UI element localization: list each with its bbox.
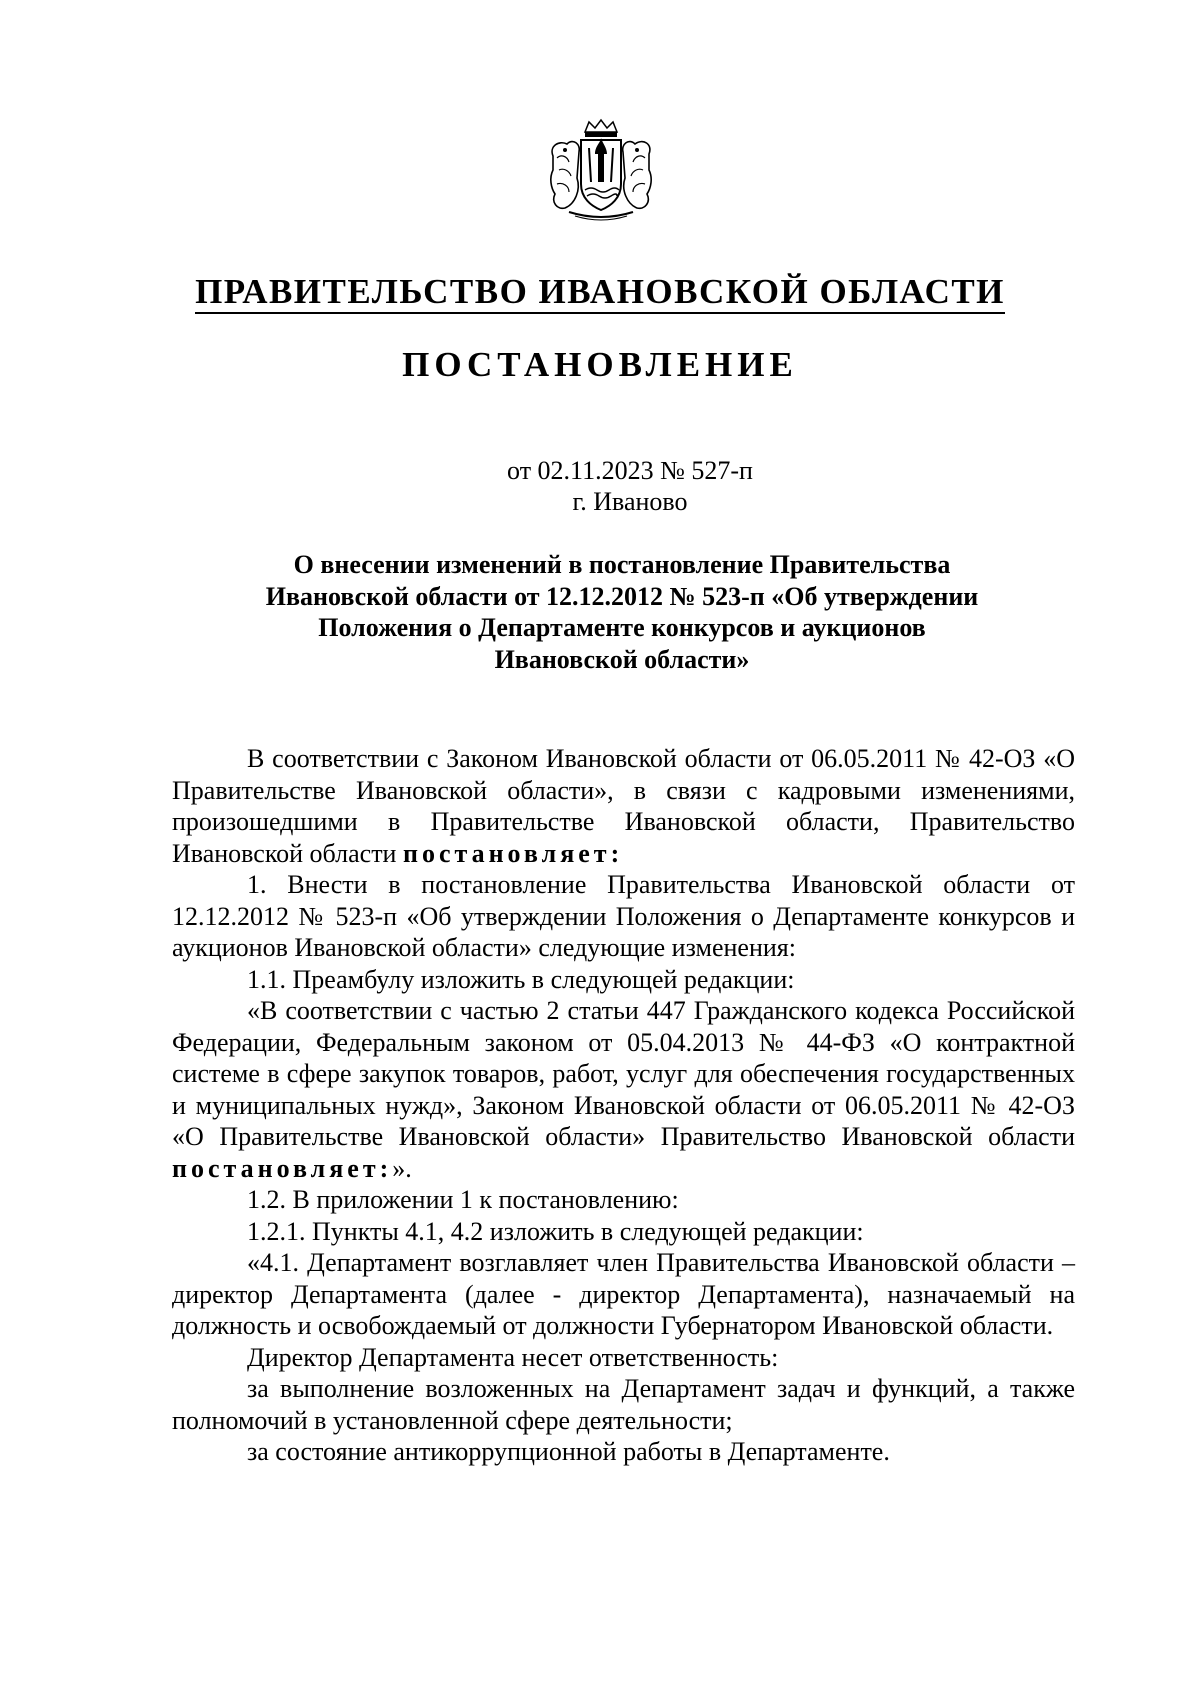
paragraph-4-1: «4.1. Департамент возглавляет член Правительства Ивановской области – директор Департамента (далее - директор Департамента), назначаемый на должность и освобождаемый от должности Губернатором Ивановской области. [172,1248,1075,1340]
document-type: ПОСТАНОВЛЕНИЕ [402,345,798,384]
document-meta [0,455,1200,517]
paragraph-1-2-1: 1.2.1. Пункты 4.1, 4.2 изложить в следующей редакции: [247,1216,864,1246]
title-line-4: Ивановской области» [494,644,750,674]
paragraph-preamble-new [172,995,1075,1184]
document-body [172,743,1075,1468]
organization-name-text: ПРАВИТЕЛЬСТВО ИВАНОВСКОЙ ОБЛАСТИ [195,272,1005,314]
title-line-2: Ивановской области от 12.12.2012 № 523-п «Об утверждении [265,581,979,611]
paragraph-responsibility-2: за состояние антикоррупционной работы в Департаменте. [247,1437,890,1466]
title-line-3: Положения о Департаменте конкурсов и аукционов [318,613,926,642]
paragraph-preamble [172,743,1075,869]
document-title [172,549,1072,675]
title-line-1: О внесении изменений в постановление Правительства [293,550,951,579]
decree-word-quoted: постановляет: [172,1153,393,1183]
organization-name [0,272,1200,312]
document-city: г. Иваново [572,487,688,516]
paragraph-1-1: 1.1. Преамбулу изложить в следующей редакции: [247,964,795,994]
decree-word: постановляет: [402,838,624,868]
preamble-new-text: «В соответствии с частью 2 статьи 447 Гражданского кодекса Российской Федерации, Федеральным законом от 05.04.2013 № 44-ФЗ «О контрактной системе в сфере закупок товаров, работ, услуг для обеспечения государственных и муниципальных нужд», Законом Ивановской области от 06.05.2011 № 42-ОЗ «О Правительстве Ивановской области» Правительство Ивановской области [172,996,1075,1151]
coat-of-arms-icon [545,118,657,224]
paragraph-responsibility: Директор Департамента несет ответственность: [247,1342,779,1372]
paragraph-1: 1. Внести в постановление Правительства Ивановской области от 12.12.2012 № 523-п «Об утверждении Положения о Департаменте конкурсов и аукционов Ивановской области» следующие изменения: [172,870,1075,962]
preamble-text: В соответствии с Законом Ивановской области от 06.05.2011 № 42-ОЗ «О Правительстве Ивановской области», в связи с кадровыми изменениями, произошедшими в Правительстве Ивановской области, Правительство Ивановской области [172,744,1075,868]
paragraph-responsibility-1: за выполнение возложенных на Департамент задач и функций, а также полномочий в установленной сфере деятельности; [172,1374,1075,1435]
document-date-number: от 02.11.2023 № 527-п [507,456,753,485]
paragraph-1-2: 1.2. В приложении 1 к постановлению: [247,1185,679,1214]
quote-close: ». [392,1153,412,1183]
